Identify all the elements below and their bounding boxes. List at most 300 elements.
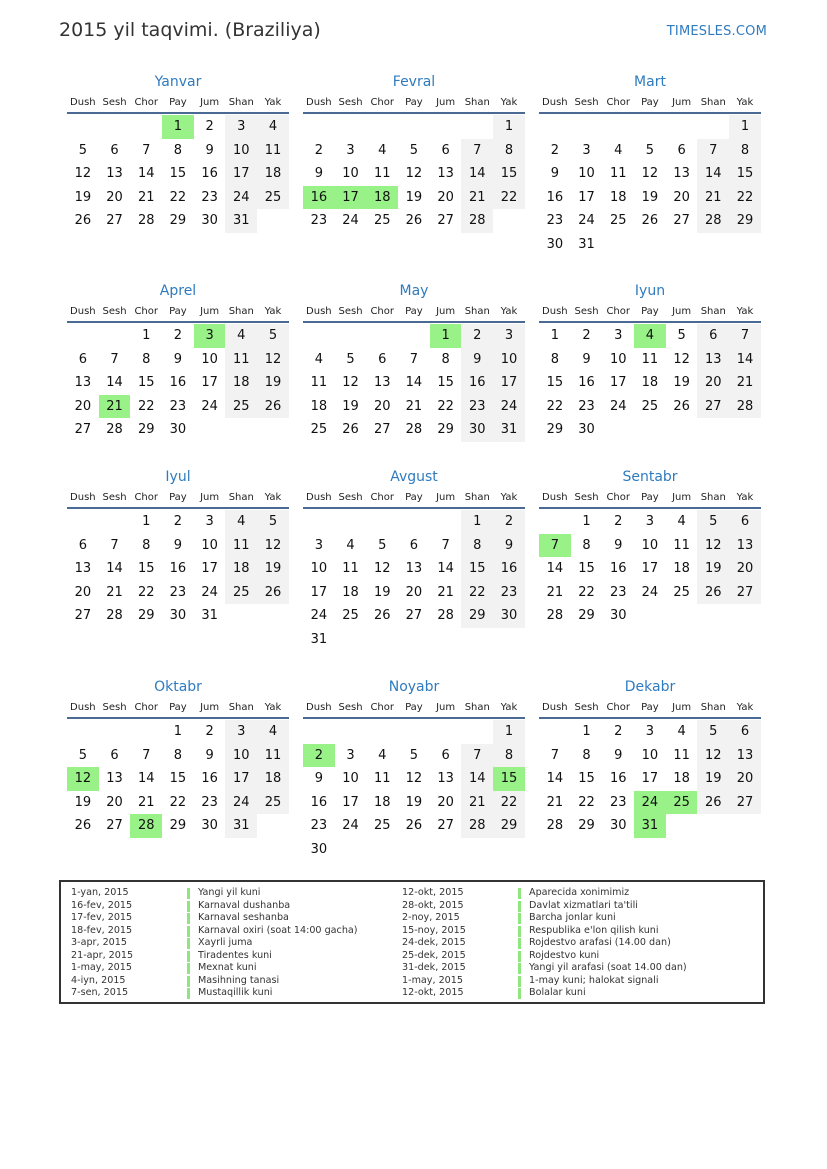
day-cell[interactable]: 25 <box>342 608 359 624</box>
day-cell[interactable]: 21 <box>729 371 761 395</box>
day-cell[interactable]: 18 <box>257 767 289 791</box>
day-cell[interactable]: 30 <box>201 213 218 229</box>
day-cell[interactable]: 13 <box>373 375 391 391</box>
day-cell[interactable]: 21 <box>546 794 564 810</box>
day-cell[interactable]: 4 <box>378 142 387 158</box>
day-cell[interactable]: 9 <box>582 351 591 367</box>
day-cell[interactable]: 22 <box>169 794 187 810</box>
day-cell[interactable]: 26 <box>74 818 92 834</box>
day-cell[interactable]: 6 <box>441 142 450 158</box>
day-cell[interactable]: 23 <box>169 398 187 414</box>
day-cell[interactable]: 25 <box>373 213 391 229</box>
day-cell[interactable]: 2 <box>173 514 183 529</box>
day-cell[interactable]: 11 <box>609 166 627 182</box>
day-cell[interactable]: 31 <box>310 631 328 647</box>
day-cell[interactable]: 24 <box>342 213 359 229</box>
day-cell[interactable]: 6 <box>441 747 450 763</box>
day-cell[interactable]: 10 <box>201 351 218 367</box>
day-cell[interactable]: 7 <box>110 351 119 367</box>
day-cell[interactable]: 18 <box>366 186 398 210</box>
day-cell[interactable]: 14 <box>137 166 155 182</box>
day-cell[interactable]: 3 <box>582 142 591 158</box>
day-cell[interactable]: 3 <box>314 537 323 553</box>
day-cell[interactable]: 22 <box>729 186 761 210</box>
day-cell[interactable]: 14 <box>405 375 423 391</box>
day-cell[interactable]: 13 <box>74 375 92 391</box>
day-cell[interactable]: 16 <box>201 166 218 182</box>
day-cell[interactable]: 2 <box>314 142 323 158</box>
day-cell[interactable]: 16 <box>461 371 493 395</box>
day-cell[interactable]: 15 <box>493 767 525 791</box>
day-cell[interactable]: 20 <box>106 794 123 810</box>
day-cell[interactable]: 5 <box>257 324 289 348</box>
day-cell[interactable]: 8 <box>142 537 151 553</box>
day-cell[interactable]: 27 <box>74 422 92 438</box>
day-cell[interactable]: 25 <box>373 818 391 834</box>
day-cell[interactable]: 26 <box>405 818 423 834</box>
day-cell[interactable]: 18 <box>673 561 690 577</box>
day-cell[interactable]: 19 <box>697 557 729 581</box>
day-cell[interactable]: 22 <box>578 794 595 810</box>
day-cell[interactable]: 17 <box>641 771 659 787</box>
day-cell[interactable]: 5 <box>257 510 289 534</box>
day-cell[interactable]: 29 <box>137 608 155 624</box>
day-cell[interactable]: 24 <box>310 608 328 624</box>
day-cell[interactable]: 14 <box>546 771 564 787</box>
day-cell[interactable]: 6 <box>78 351 87 367</box>
day-cell[interactable]: 16 <box>169 561 187 577</box>
day-cell[interactable]: 7 <box>461 744 493 768</box>
day-cell[interactable]: 15 <box>169 166 187 182</box>
day-cell[interactable]: 24 <box>634 791 666 815</box>
day-cell[interactable]: 23 <box>310 818 328 834</box>
day-cell[interactable]: 12 <box>673 351 690 367</box>
day-cell[interactable]: 31 <box>634 814 666 838</box>
day-cell[interactable]: 19 <box>257 557 289 581</box>
day-cell[interactable]: 30 <box>310 841 328 857</box>
day-cell[interactable]: 24 <box>493 395 525 419</box>
day-cell[interactable]: 10 <box>609 351 627 367</box>
day-cell[interactable]: 2 <box>303 744 335 768</box>
day-cell[interactable]: 28 <box>106 608 123 624</box>
day-cell[interactable]: 19 <box>74 794 92 810</box>
day-cell[interactable]: 13 <box>405 561 423 577</box>
day-cell[interactable]: 29 <box>493 814 525 838</box>
day-cell[interactable]: 9 <box>205 142 214 158</box>
day-cell[interactable]: 5 <box>78 747 87 763</box>
day-cell[interactable]: 20 <box>437 189 454 205</box>
day-cell[interactable]: 7 <box>697 139 729 163</box>
day-cell[interactable]: 14 <box>461 162 493 186</box>
day-cell[interactable]: 7 <box>539 534 571 558</box>
day-cell[interactable]: 7 <box>110 537 119 553</box>
day-cell[interactable]: 31 <box>578 236 595 252</box>
day-cell[interactable]: 23 <box>609 584 627 600</box>
day-cell[interactable]: 20 <box>74 398 92 414</box>
day-cell[interactable]: 4 <box>257 115 289 139</box>
day-cell[interactable]: 14 <box>546 561 564 577</box>
day-cell[interactable]: 30 <box>546 236 564 252</box>
day-cell[interactable]: 5 <box>677 328 686 343</box>
day-cell[interactable]: 30 <box>461 418 493 442</box>
day-cell[interactable]: 12 <box>405 166 423 182</box>
day-cell[interactable]: 27 <box>373 422 391 438</box>
day-cell[interactable]: 11 <box>257 139 289 163</box>
day-cell[interactable]: 2 <box>614 514 623 529</box>
day-cell[interactable]: 16 <box>578 375 595 391</box>
day-cell[interactable]: 10 <box>641 537 659 553</box>
day-cell[interactable]: 8 <box>173 142 183 158</box>
day-cell[interactable]: 10 <box>201 537 218 553</box>
day-cell[interactable]: 18 <box>373 794 391 810</box>
day-cell[interactable]: 4 <box>634 324 666 348</box>
day-cell[interactable]: 7 <box>142 747 151 763</box>
day-cell[interactable]: 28 <box>106 422 123 438</box>
day-cell[interactable]: 22 <box>546 398 564 414</box>
day-cell[interactable]: 27 <box>437 818 454 834</box>
day-cell[interactable]: 28 <box>546 818 564 834</box>
day-cell[interactable]: 22 <box>137 584 155 600</box>
day-cell[interactable]: 20 <box>697 371 729 395</box>
day-cell[interactable]: 14 <box>106 375 123 391</box>
day-cell[interactable]: 9 <box>173 537 183 553</box>
day-cell[interactable]: 6 <box>378 351 387 367</box>
day-cell[interactable]: 12 <box>405 771 423 787</box>
day-cell[interactable]: 8 <box>493 139 525 163</box>
day-cell[interactable]: 4 <box>378 747 387 763</box>
day-cell[interactable]: 22 <box>461 581 493 605</box>
day-cell[interactable]: 11 <box>373 166 391 182</box>
day-cell[interactable]: 10 <box>342 771 359 787</box>
day-cell[interactable]: 23 <box>578 398 595 414</box>
day-cell[interactable]: 28 <box>137 213 155 229</box>
day-cell[interactable]: 8 <box>173 747 183 763</box>
day-cell[interactable]: 26 <box>342 422 359 438</box>
day-cell[interactable]: 28 <box>546 608 564 624</box>
day-cell[interactable]: 11 <box>673 537 690 553</box>
day-cell[interactable]: 7 <box>729 324 761 348</box>
day-cell[interactable]: 12 <box>67 767 99 791</box>
day-cell[interactable]: 26 <box>697 581 729 605</box>
day-cell[interactable]: 25 <box>257 791 289 815</box>
day-cell[interactable]: 27 <box>673 213 690 229</box>
day-cell[interactable]: 9 <box>614 747 623 763</box>
day-cell[interactable]: 4 <box>225 324 257 348</box>
day-cell[interactable]: 15 <box>437 375 454 391</box>
day-cell[interactable]: 25 <box>673 584 690 600</box>
day-cell[interactable]: 3 <box>346 142 355 158</box>
day-cell[interactable]: 17 <box>609 375 627 391</box>
day-cell[interactable]: 21 <box>99 395 131 419</box>
day-cell[interactable]: 28 <box>405 422 423 438</box>
day-cell[interactable]: 11 <box>310 375 328 391</box>
day-cell[interactable]: 26 <box>697 791 729 815</box>
day-cell[interactable]: 23 <box>461 395 493 419</box>
day-cell[interactable]: 5 <box>378 537 387 553</box>
day-cell[interactable]: 15 <box>493 162 525 186</box>
day-cell[interactable]: 2 <box>205 724 214 739</box>
day-cell[interactable]: 24 <box>641 584 659 600</box>
day-cell[interactable]: 16 <box>201 771 218 787</box>
day-cell[interactable]: 23 <box>201 794 218 810</box>
day-cell[interactable]: 27 <box>729 791 761 815</box>
day-cell[interactable]: 14 <box>437 561 454 577</box>
day-cell[interactable]: 24 <box>609 398 627 414</box>
day-cell[interactable]: 23 <box>493 581 525 605</box>
day-cell[interactable]: 20 <box>405 584 423 600</box>
day-cell[interactable]: 1 <box>582 514 591 529</box>
day-cell[interactable]: 16 <box>546 189 564 205</box>
day-cell[interactable]: 24 <box>225 791 257 815</box>
day-cell[interactable]: 13 <box>106 771 123 787</box>
day-cell[interactable]: 30 <box>169 422 187 438</box>
day-cell[interactable]: 21 <box>437 584 454 600</box>
day-cell[interactable]: 26 <box>641 213 659 229</box>
day-cell[interactable]: 7 <box>550 747 559 763</box>
day-cell[interactable]: 30 <box>609 818 627 834</box>
day-cell[interactable]: 30 <box>201 818 218 834</box>
day-cell[interactable]: 24 <box>201 584 218 600</box>
day-cell[interactable]: 22 <box>493 186 525 210</box>
day-cell[interactable]: 11 <box>225 534 257 558</box>
day-cell[interactable]: 16 <box>609 771 627 787</box>
day-cell[interactable]: 12 <box>257 348 289 372</box>
day-cell[interactable]: 17 <box>201 375 218 391</box>
day-cell[interactable]: 29 <box>546 422 564 438</box>
day-cell[interactable]: 21 <box>546 584 564 600</box>
day-cell[interactable]: 17 <box>335 186 367 210</box>
day-cell[interactable]: 3 <box>194 324 226 348</box>
day-cell[interactable]: 14 <box>729 348 761 372</box>
day-cell[interactable]: 31 <box>493 418 525 442</box>
day-cell[interactable]: 18 <box>673 771 690 787</box>
day-cell[interactable]: 9 <box>493 534 525 558</box>
day-cell[interactable]: 16 <box>303 186 335 210</box>
day-cell[interactable]: 6 <box>729 510 761 534</box>
day-cell[interactable]: 4 <box>677 724 686 739</box>
day-cell[interactable]: 17 <box>201 561 218 577</box>
day-cell[interactable]: 1 <box>493 115 525 139</box>
day-cell[interactable]: 11 <box>641 351 659 367</box>
day-cell[interactable]: 15 <box>546 375 564 391</box>
day-cell[interactable]: 15 <box>137 375 155 391</box>
day-cell[interactable]: 20 <box>74 584 92 600</box>
day-cell[interactable]: 12 <box>342 375 359 391</box>
day-cell[interactable]: 7 <box>461 139 493 163</box>
day-cell[interactable]: 26 <box>257 395 289 419</box>
day-cell[interactable]: 29 <box>137 422 155 438</box>
day-cell[interactable]: 25 <box>225 395 257 419</box>
day-cell[interactable]: 12 <box>257 534 289 558</box>
day-cell[interactable]: 28 <box>437 608 454 624</box>
day-cell[interactable]: 4 <box>225 510 257 534</box>
day-cell[interactable]: 15 <box>578 561 595 577</box>
day-cell[interactable]: 27 <box>74 608 92 624</box>
day-cell[interactable]: 8 <box>142 351 151 367</box>
day-cell[interactable]: 15 <box>169 771 187 787</box>
day-cell[interactable]: 9 <box>205 747 214 763</box>
day-cell[interactable]: 17 <box>493 371 525 395</box>
day-cell[interactable]: 28 <box>130 814 162 838</box>
day-cell[interactable]: 30 <box>169 608 187 624</box>
day-cell[interactable]: 2 <box>614 724 623 739</box>
day-cell[interactable]: 20 <box>729 767 761 791</box>
day-cell[interactable]: 9 <box>461 348 493 372</box>
day-cell[interactable]: 3 <box>645 514 655 529</box>
day-cell[interactable]: 4 <box>314 351 323 367</box>
day-cell[interactable]: 5 <box>346 351 355 367</box>
day-cell[interactable]: 9 <box>614 537 623 553</box>
day-cell[interactable]: 24 <box>578 213 595 229</box>
brand-link[interactable]: TIMESLES.COM <box>666 24 767 39</box>
day-cell[interactable]: 23 <box>310 213 328 229</box>
day-cell[interactable]: 17 <box>641 561 659 577</box>
day-cell[interactable]: 3 <box>614 328 623 343</box>
day-cell[interactable]: 4 <box>614 142 623 158</box>
day-cell[interactable]: 4 <box>677 514 686 529</box>
day-cell[interactable]: 18 <box>225 371 257 395</box>
day-cell[interactable]: 14 <box>461 767 493 791</box>
day-cell[interactable]: 27 <box>729 581 761 605</box>
day-cell[interactable]: 21 <box>106 584 123 600</box>
day-cell[interactable]: 1 <box>729 115 761 139</box>
day-cell[interactable]: 12 <box>697 534 729 558</box>
day-cell[interactable]: 28 <box>461 209 493 233</box>
day-cell[interactable]: 27 <box>405 608 423 624</box>
day-cell[interactable]: 28 <box>729 395 761 419</box>
day-cell[interactable]: 29 <box>461 604 493 628</box>
day-cell[interactable]: 17 <box>310 584 328 600</box>
day-cell[interactable]: 19 <box>641 189 659 205</box>
day-cell[interactable]: 2 <box>493 510 525 534</box>
day-cell[interactable]: 26 <box>405 213 423 229</box>
day-cell[interactable]: 22 <box>169 189 187 205</box>
day-cell[interactable]: 22 <box>437 398 454 414</box>
day-cell[interactable]: 21 <box>697 186 729 210</box>
day-cell[interactable]: 1 <box>173 724 183 739</box>
day-cell[interactable]: 6 <box>409 537 419 553</box>
day-cell[interactable]: 6 <box>110 747 119 763</box>
day-cell[interactable]: 27 <box>697 395 729 419</box>
day-cell[interactable]: 24 <box>201 398 218 414</box>
day-cell[interactable]: 9 <box>314 771 323 787</box>
day-cell[interactable]: 12 <box>74 166 92 182</box>
day-cell[interactable]: 25 <box>641 398 659 414</box>
day-cell[interactable]: 10 <box>310 561 328 577</box>
day-cell[interactable]: 8 <box>729 139 761 163</box>
day-cell[interactable]: 19 <box>342 398 359 414</box>
day-cell[interactable]: 21 <box>137 189 155 205</box>
day-cell[interactable]: 8 <box>582 747 591 763</box>
day-cell[interactable]: 11 <box>257 744 289 768</box>
day-cell[interactable]: 27 <box>106 213 123 229</box>
day-cell[interactable]: 11 <box>673 747 690 763</box>
day-cell[interactable]: 14 <box>106 561 123 577</box>
day-cell[interactable]: 23 <box>201 189 218 205</box>
day-cell[interactable]: 5 <box>409 142 419 158</box>
day-cell[interactable]: 10 <box>225 744 257 768</box>
day-cell[interactable]: 13 <box>697 348 729 372</box>
day-cell[interactable]: 13 <box>729 534 761 558</box>
day-cell[interactable]: 25 <box>609 213 627 229</box>
day-cell[interactable]: 1 <box>142 514 151 529</box>
day-cell[interactable]: 5 <box>409 747 419 763</box>
day-cell[interactable]: 24 <box>225 186 257 210</box>
day-cell[interactable]: 7 <box>142 142 151 158</box>
day-cell[interactable]: 19 <box>373 584 391 600</box>
day-cell[interactable]: 30 <box>609 608 627 624</box>
day-cell[interactable]: 21 <box>461 186 493 210</box>
day-cell[interactable]: 21 <box>405 398 423 414</box>
day-cell[interactable]: 23 <box>169 584 187 600</box>
day-cell[interactable]: 15 <box>461 557 493 581</box>
day-cell[interactable]: 5 <box>645 142 655 158</box>
day-cell[interactable]: 6 <box>677 142 686 158</box>
day-cell[interactable]: 17 <box>578 189 595 205</box>
day-cell[interactable]: 8 <box>582 537 591 553</box>
day-cell[interactable]: 25 <box>666 791 698 815</box>
day-cell[interactable]: 12 <box>373 561 391 577</box>
day-cell[interactable]: 29 <box>169 818 187 834</box>
day-cell[interactable]: 18 <box>342 584 359 600</box>
day-cell[interactable]: 26 <box>673 398 690 414</box>
day-cell[interactable]: 11 <box>373 771 391 787</box>
day-cell[interactable]: 20 <box>673 189 690 205</box>
day-cell[interactable]: 1 <box>582 724 591 739</box>
day-cell[interactable]: 26 <box>373 608 391 624</box>
day-cell[interactable]: 1 <box>162 115 194 139</box>
day-cell[interactable]: 2 <box>550 142 559 158</box>
day-cell[interactable]: 4 <box>257 720 289 744</box>
day-cell[interactable]: 11 <box>342 561 359 577</box>
day-cell[interactable]: 16 <box>310 794 328 810</box>
day-cell[interactable]: 8 <box>493 744 525 768</box>
day-cell[interactable]: 11 <box>225 348 257 372</box>
day-cell[interactable]: 30 <box>578 422 595 438</box>
day-cell[interactable]: 1 <box>430 324 462 348</box>
day-cell[interactable]: 13 <box>437 166 454 182</box>
day-cell[interactable]: 28 <box>461 814 493 838</box>
day-cell[interactable]: 5 <box>697 720 729 744</box>
day-cell[interactable]: 9 <box>314 166 323 182</box>
day-cell[interactable]: 2 <box>173 328 183 343</box>
day-cell[interactable]: 13 <box>437 771 454 787</box>
day-cell[interactable]: 22 <box>137 398 155 414</box>
day-cell[interactable]: 27 <box>106 818 123 834</box>
day-cell[interactable]: 8 <box>441 351 450 367</box>
day-cell[interactable]: 29 <box>729 209 761 233</box>
day-cell[interactable]: 21 <box>137 794 155 810</box>
day-cell[interactable]: 7 <box>441 537 450 553</box>
day-cell[interactable]: 14 <box>137 771 155 787</box>
day-cell[interactable]: 18 <box>609 189 627 205</box>
day-cell[interactable]: 5 <box>697 510 729 534</box>
day-cell[interactable]: 22 <box>578 584 595 600</box>
day-cell[interactable]: 3 <box>225 115 257 139</box>
day-cell[interactable]: 19 <box>257 371 289 395</box>
day-cell[interactable]: 10 <box>493 348 525 372</box>
day-cell[interactable]: 27 <box>437 213 454 229</box>
day-cell[interactable]: 4 <box>346 537 355 553</box>
day-cell[interactable]: 29 <box>578 818 595 834</box>
day-cell[interactable]: 10 <box>641 747 659 763</box>
day-cell[interactable]: 25 <box>225 581 257 605</box>
day-cell[interactable]: 26 <box>74 213 92 229</box>
day-cell[interactable]: 13 <box>74 561 92 577</box>
day-cell[interactable]: 3 <box>205 514 214 529</box>
day-cell[interactable]: 19 <box>74 189 92 205</box>
day-cell[interactable]: 28 <box>697 209 729 233</box>
